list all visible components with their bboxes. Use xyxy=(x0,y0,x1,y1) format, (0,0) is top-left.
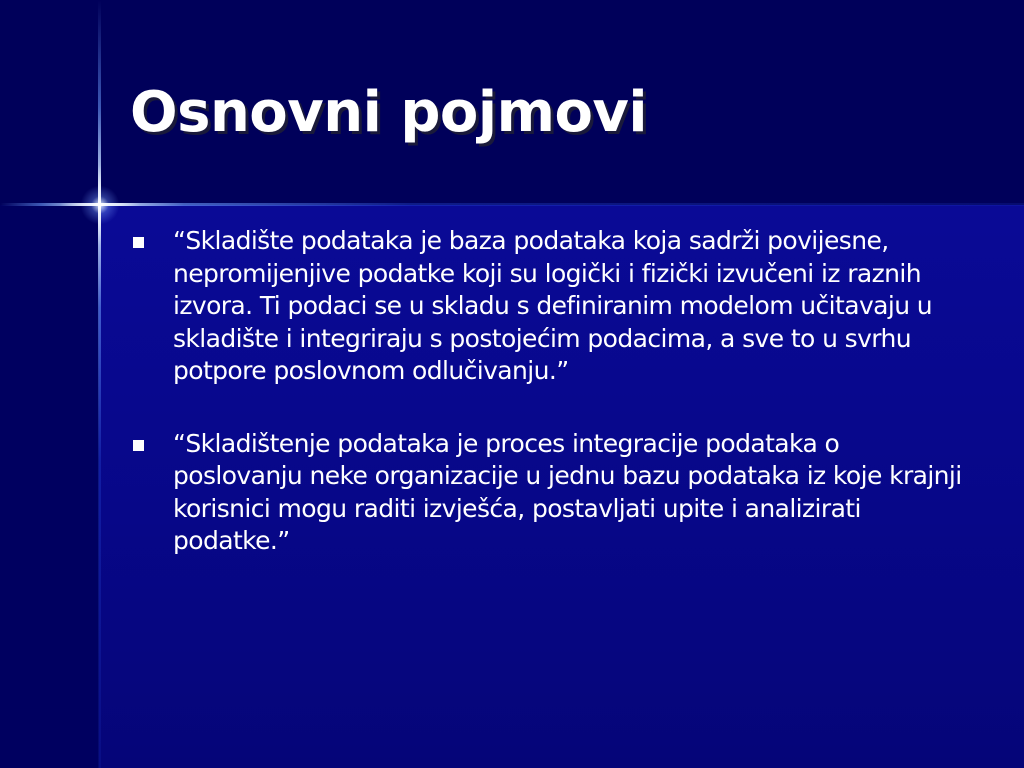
bullet-text: “Skladištenje podataka je proces integracije podataka o poslovanju neke organizacije u jednu bazu podataka iz koje krajnji korisnici mogu raditi izvješća, postavljati upite i analizirati podatke.” xyxy=(173,428,962,555)
horizontal-glow-line xyxy=(0,203,1024,206)
vertical-glow-line xyxy=(98,0,101,768)
bullet-item xyxy=(133,428,963,558)
starburst-ray-vertical xyxy=(98,165,101,245)
bullet-text: “Skladište podataka je baza podataka koja sadrži povijesne, nepromijenjive podatke koji su logički i fizički izvučeni iz raznih izvora. Ti podaci se u skladu s definiranim modelom učitavaju u skladište i integriraju s postojećim podacima, a sve to u svrhu potpore poslovnom odlučivanju.” xyxy=(173,226,933,385)
square-bullet-icon xyxy=(133,440,144,451)
bullet-item xyxy=(133,225,963,388)
slide-title: Osnovni pojmovi xyxy=(130,80,648,145)
bullet-list xyxy=(133,225,963,558)
left-band xyxy=(0,205,99,768)
square-bullet-icon xyxy=(133,237,144,248)
